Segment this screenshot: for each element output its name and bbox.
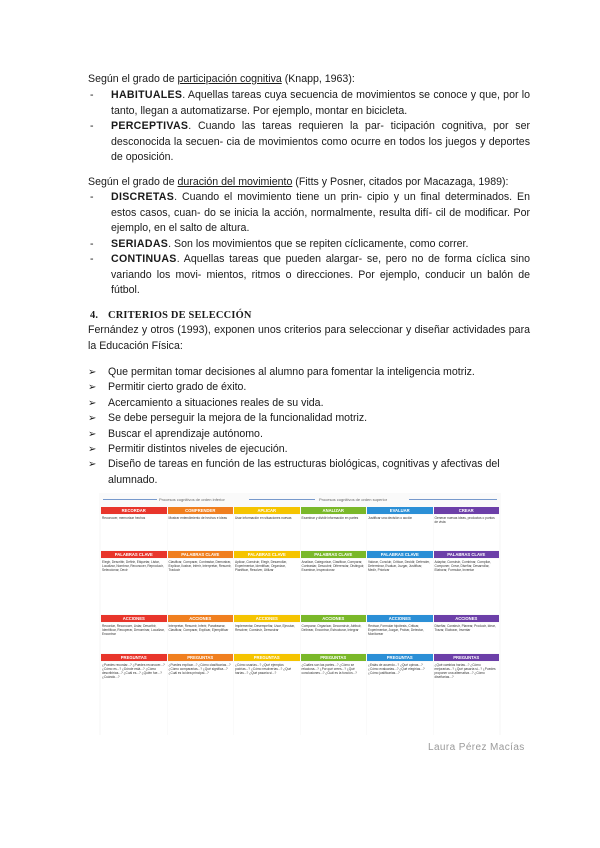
taxonomy-cell: ¿Puedes explicar...? ¿Cómo clasificarías...? ¿Cómo compararías...? ¿Qué significa...? ¿Cuál es la idea principal...? <box>168 662 234 742</box>
taxonomy-header-cell: ACCIONES <box>367 615 433 622</box>
list-item <box>88 88 530 119</box>
taxonomy-cell: Usar información en situaciones nuevas <box>234 515 300 550</box>
taxonomy-cell: Implementar, Desempeñar, Usar, Ejecutar, Resolver, Construir, Demostrar <box>234 623 300 653</box>
taxonomy-cell: Revisar, Formular hipótesis, Criticar, Experimentar, Juzgar, Probar, Detectar, Monitorear <box>367 623 433 653</box>
arrow-bullet-icon: ➢ <box>88 382 97 394</box>
participation-list <box>88 88 530 166</box>
list-item <box>88 237 530 253</box>
taxonomy-cell: Elegir, Describir, Definir, Etiquetar, Listar, Localizar, Nombrar, Reconocer, Reproducir, Seleccionar, Decir <box>101 559 167 614</box>
taxonomy-header-cell: ACCIONES <box>234 615 300 622</box>
taxonomy-header-cell: CREAR <box>434 507 500 514</box>
header-right-label: Procesos cognitivos de orden superior <box>319 497 388 502</box>
intro-suffix: (Knapp, 1963): <box>281 73 355 85</box>
taxonomy-cell: Examinar y dividir información en partes <box>301 515 367 550</box>
taxonomy-cell: Generar nuevas ideas, productos o puntos de vista <box>434 515 500 550</box>
taxonomy-header-cell: ACCIONES <box>434 615 500 622</box>
section-title: CRITERIOS DE SELECCIÓN <box>108 310 252 321</box>
taxonomy-header-cell: EVALUAR <box>367 507 433 514</box>
item-text: . Aquellas tareas que pueden alargar- se, pero no de forma cíclica sino variando los movi- mientos, ritmos o direcciones. Por ejemplo, conducir un balón de fútbol. <box>111 253 530 296</box>
taxonomy-cell: Clasificar, Comparar, Contrastar, Demostrar, Explicar, Ilustrar, Inferir, Interpretar, Resumir, Traducir <box>168 559 234 614</box>
criteria-text: Buscar el aprendizaje autónomo. <box>108 427 263 440</box>
taxonomy-header-cell: PREGUNTAS <box>101 654 167 661</box>
item-text: . Aquellas tareas cuya secuencia de movimientos se conoce y que, por lo tanto, llegan a automatizarse. Por ejemplo, montar en bicicleta. <box>111 89 530 117</box>
taxonomy-header-cell: PALABRAS CLAVE <box>101 551 167 558</box>
criteria-text: Diseño de tareas en función de las estructuras biológicas, cognitivas y afectivas del alumnado. <box>108 458 500 486</box>
section-heading <box>90 310 252 321</box>
arrow-line <box>409 499 497 500</box>
criteria-text: Que permitan tomar decisiones al alumno para fomentar la inteligencia motriz. <box>108 366 475 378</box>
taxonomy-header-cell: ACCIONES <box>168 615 234 622</box>
taxonomy-cell: ¿Cómo usarías...? ¿Qué ejemplos podrías...? ¿Cómo resolverías...? ¿Qué harías...? ¿Qué pasaría si...? <box>234 662 300 742</box>
dash-bullet: - <box>90 237 94 250</box>
dash-bullet: - <box>90 120 94 132</box>
underlined-term: duración del movimiento <box>177 176 293 188</box>
item-text: . Cuando el movimiento tiene un prin- cipio y un final determinados. En estos casos, cuan- do se inicia la acción, normalmente, resulta difí- cil de modificar. Por ejemplo, en el salto de altura. <box>111 191 530 234</box>
taxonomy-header-cell: COMPRENDER <box>168 507 234 514</box>
intro-suffix: (Fitts y Posner, citados por Macazaga, 1989): <box>292 176 509 188</box>
arrow-bullet-icon: ➢ <box>88 428 97 440</box>
dash-bullet: - <box>90 253 94 265</box>
section1-intro <box>88 72 528 88</box>
list-item <box>88 427 532 442</box>
taxonomy-header-cell: RECORDAR <box>101 507 167 514</box>
taxonomy-header-cell: PREGUNTAS <box>367 654 433 661</box>
dash-bullet: - <box>90 191 94 203</box>
taxonomy-cell: ¿Estás de acuerdo...? ¿Qué opinas...? ¿Cómo evaluarías...? ¿Qué elegirías...? ¿Cómo justificarías...? <box>367 662 433 742</box>
criteria-text: Permitir cierto grado de éxito. <box>108 381 247 394</box>
intro-prefix: Según el grado de <box>88 73 178 85</box>
intro-prefix: Según el grado de <box>88 176 178 188</box>
duration-list <box>88 190 530 299</box>
taxonomy-cell: Reconocer, memorizar hechos <box>101 515 167 550</box>
list-item <box>88 442 532 457</box>
criteria-list <box>88 365 532 488</box>
item-text: . Cuando las tareas requieren la par- ticipación cognitiva, por ser desconocida la secuen- cia de movimientos como ocurre en todos los juegos y deportes de oposición. <box>111 120 530 163</box>
list-item <box>88 380 532 395</box>
criteria-intro: Fernández y otros (1993), exponen unos criterios para seleccionar y diseñar actividades para la Educación Física: <box>88 324 530 352</box>
list-item <box>88 457 532 488</box>
taxonomy-header-cell: ANALIZAR <box>301 507 367 514</box>
taxonomy-header-cell: ACCIONES <box>301 615 367 622</box>
taxonomy-cell: Recordar, Reconocer, Listar, Describir, Identificar, Recuperar, Denominar, Localizar, Encontrar <box>101 623 167 653</box>
arrow-bullet-icon: ➢ <box>88 413 97 425</box>
taxonomy-header-cell: PREGUNTAS <box>168 654 234 661</box>
taxonomy-header-cell: ACCIONES <box>101 615 167 622</box>
list-item <box>88 119 530 166</box>
list-item <box>88 252 530 299</box>
taxonomy-cell: Adaptar, Construir, Combinar, Compilar, Componer, Crear, Diseñar, Desarrollar, Elaborar, Formular, Inventar <box>434 559 500 614</box>
taxonomy-cell: Justificar una decisión o acción <box>367 515 433 550</box>
taxonomy-header-cell: PALABRAS CLAVE <box>434 551 500 558</box>
dash-bullet: - <box>90 89 94 101</box>
list-item <box>88 411 532 426</box>
criteria-text: Se debe perseguir la mejora de la funcionalidad motriz. <box>108 412 368 425</box>
list-item <box>88 190 530 237</box>
taxonomy-header-cell: PALABRAS CLAVE <box>301 551 367 558</box>
taxonomy-header-cell: PALABRAS CLAVE <box>168 551 234 558</box>
taxonomy-cell: ¿Qué cambios harías...? ¿Cómo mejorarías...? ¿Qué pasaría si...? ¿Puedes proponer una alternativa...? ¿Cómo diseñarías...? <box>434 662 500 742</box>
criteria-text: Acercamiento a situaciones reales de su vida. <box>108 396 324 409</box>
taxonomy-cell: Interpretar, Resumir, Inferir, Parafrasear, Clasificar, Comparar, Explicar, Ejemplificar <box>168 623 234 653</box>
arrow-bullet-icon: ➢ <box>88 459 97 471</box>
arrow-line <box>103 499 157 500</box>
underlined-term: participación cognitiva <box>177 73 282 85</box>
taxonomy-header-cell: PREGUNTAS <box>301 654 367 661</box>
item-text: . Son los movimientos que se repiten cíclicamente, como correr. <box>168 237 469 250</box>
list-item <box>88 365 532 380</box>
header-left-label: Procesos cognitivos de orden inferior <box>159 497 225 502</box>
item-term: PERCEPTIVAS <box>111 120 189 132</box>
item-term: CONTINUAS <box>111 253 177 265</box>
arrow-bullet-icon: ➢ <box>88 367 97 378</box>
list-item <box>88 396 532 411</box>
author-signature: Laura Pérez Macías <box>428 742 525 753</box>
taxonomy-header-cell: PREGUNTAS <box>234 654 300 661</box>
taxonomy-cell: Diseñar, Construir, Planear, Producir, Idear, Trazar, Elaborar, Inventar <box>434 623 500 653</box>
taxonomy-cell: Mostrar entendimiento de hechos e ideas <box>168 515 234 550</box>
taxonomy-cell: Valorar, Concluir, Criticar, Decidir, Defender, Determinar, Evaluar, Juzgar, Justificar, Medir, Priorizar <box>367 559 433 614</box>
arrow-bullet-icon: ➢ <box>88 444 97 456</box>
item-term: HABITUALES <box>111 89 183 101</box>
arrow-line <box>249 499 315 500</box>
taxonomy-grid <box>101 507 499 735</box>
taxonomy-header-cell: APLICAR <box>234 507 300 514</box>
taxonomy-cell: Aplicar, Construir, Elegir, Desarrollar, Experimentar, Identificar, Organizar, Planificar, Resolver, Utilizar <box>234 559 300 614</box>
section2-intro <box>88 175 528 191</box>
criteria-text: Permitir distintos niveles de ejecución. <box>108 443 288 456</box>
taxonomy-header-cell: PALABRAS CLAVE <box>234 551 300 558</box>
taxonomy-header-cell: PREGUNTAS <box>434 654 500 661</box>
arrow-bullet-icon: ➢ <box>88 397 97 409</box>
item-term: DISCRETAS <box>111 191 175 203</box>
taxonomy-cell: Analizar, Categorizar, Clasificar, Comparar, Contrastar, Descubrir, Diferenciar, Distinguir, Examinar, Inspeccionar <box>301 559 367 614</box>
taxonomy-cell: ¿Cuáles son las partes...? ¿Cómo se relaciona...? ¿Por qué crees...? ¿Qué conclusiones...? ¿Cuál es la función...? <box>301 662 367 742</box>
section-number: 4. <box>90 310 99 321</box>
item-term: SERIADAS <box>111 237 169 250</box>
taxonomy-header-cell: PALABRAS CLAVE <box>367 551 433 558</box>
taxonomy-table <box>99 493 501 735</box>
table-header-arrows <box>99 493 501 507</box>
taxonomy-cell: ¿Puedes recordar...? ¿Puedes reconocer...? ¿Cómo es...? ¿Dónde está...? ¿Cómo describirías...? ¿Cuál es...? ¿Quién fue...? ¿Cuándo...? <box>101 662 167 742</box>
taxonomy-cell: Comparar, Organizar, Deconstruir, Atribuir, Delinear, Encontrar, Estructurar, Integrar <box>301 623 367 653</box>
